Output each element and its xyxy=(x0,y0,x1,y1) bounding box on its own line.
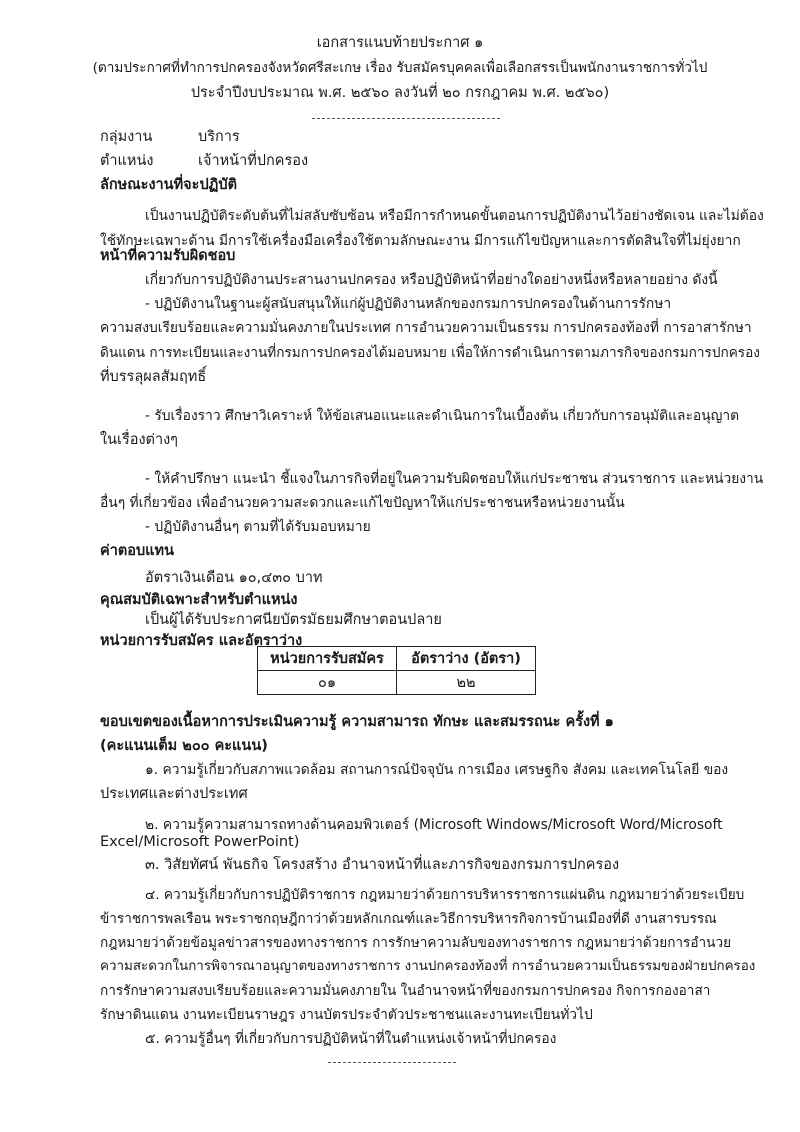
responsibility-item-3-line2: อื่นๆ ที่เกี่ยวข้อง เพื่ออำนวยความสะดวกและแก้ไขปัญหาให้แก่ประชาชนหรือหน่วยงานนั้น xyxy=(100,495,625,511)
scope-item-4-line3: กฎหมายว่าด้วยข้อมูลข่าวสารของทางราชการ การรักษาความลับของทางราชการ กฎหมายว่าด้วยการอำนวย xyxy=(100,935,732,951)
compensation-value: อัตราเงินเดือน ๑๐,๔๓๐ บาท xyxy=(145,570,323,586)
recruitment-unit-cell: ๐๑ xyxy=(258,671,397,695)
announcement-reference-line2: ประจำปีงบประมาณ พ.ศ. ๒๕๖๐ ลงวันที่ ๒๐ กรกฎาคม พ.ศ. ๒๕๖๐) xyxy=(190,85,610,101)
scope-item-4-line5: การรักษาความสงบเรียบร้อยและความมั่นคงภายใน ในอำนาจหน้าที่ของกรมการปกครอง กิจการกองอาสา xyxy=(100,983,711,999)
responsibility-item-3-line1: - ให้คำปรึกษา แนะนำ ชี้แจงในภารกิจที่อยู่ในความรับผิดชอบให้แก่ประชาชน ส่วนราชการ และหน่วยงาน xyxy=(145,471,764,487)
scope-item-4-line2: ข้าราชการพลเรือน พระราชกฤษฎีกาว่าด้วยหลักเกณฑ์และวิธีการบริหารกิจการบ้านเมืองที่ดี งานสารบรรณ xyxy=(100,911,717,927)
job-nature-heading: ลักษณะงานที่จะปฏิบัติ xyxy=(100,177,237,193)
responsibilities-heading: หน้าที่ความรับผิดชอบ xyxy=(100,248,236,264)
vacancy-cell: ๒๒ xyxy=(397,671,536,695)
qualification-value: เป็นผู้ได้รับประกาศนียบัตรมัธยมศึกษาตอนปลาย xyxy=(145,612,442,628)
scope-item-1-line2: ประเทศและต่างประเทศ xyxy=(100,786,248,802)
scope-item-1-line1: ๑. ความรู้เกี่ยวกับสภาพแวดล้อม สถานการณ์ปัจจุบัน การเมือง เศรษฐกิจ สังคม และเทคโนโลยี ของ xyxy=(145,762,729,778)
scope-score: (คะแนนเต็ม ๒๐๐ คะแนน) xyxy=(100,738,268,754)
responsibilities-intro: เกี่ยวกับการปฏิบัติงานประสานงานปกครอง หรือปฏิบัติหน้าที่อย่างใดอย่างหนึ่งหรือหลายอย่าง ดังนี้ xyxy=(145,272,718,288)
scope-item-2-line1: ๒. ความรู้ความสามารถทางด้านคอมพิวเตอร์ (Microsoft Windows/Microsoft Word/Microsoft xyxy=(145,817,723,833)
table-row xyxy=(258,671,536,695)
document-title: เอกสารแนบท้ายประกาศ ๑ xyxy=(316,35,484,51)
recruitment-table-header-row xyxy=(258,647,536,671)
footer-divider xyxy=(328,1062,456,1063)
position-value: เจ้าหน้าที่ปกครอง xyxy=(198,153,309,169)
scope-heading: ขอบเขตของเนื้อหาการประเมินความรู้ ความสามารถ ทักษะ และสมรรถนะ ครั้งที่ ๑ xyxy=(100,714,614,730)
responsibility-item-1-line4: ที่บรรลุผลสัมฤทธิ์ xyxy=(100,369,207,385)
vacancy-header: อัตราว่าง (อัตรา) xyxy=(397,647,536,671)
recruitment-heading: หน่วยการรับสมัคร และอัตราว่าง xyxy=(100,633,303,649)
scope-item-4-line4: ความสะดวกในการพิจารณาอนุญาตของทางราชการ งานปกครองท้องที่ การอำนวยความเป็นธรรมของฝ่ายปกครอง xyxy=(100,959,756,974)
scope-item-3-line1: ๓. วิสัยทัศน์ พันธกิจ โครงสร้าง อำนาจหน้าที่และภารกิจของกรมการปกครอง xyxy=(145,857,620,873)
group-value: บริการ xyxy=(198,129,240,145)
responsibility-item-1-line3: ดินแดน การทะเบียนและงานที่กรมการปกครองได้มอบหมาย เพื่อให้การดำเนินการตามภารกิจของกรมการปกครอง xyxy=(100,345,760,361)
scope-item-4-line1: ๔. ความรู้เกี่ยวกับการปฏิบัติราชการ กฎหมายว่าด้วยการบริหารราชการแผ่นดิน กฎหมายว่าด้วยระเบียบ xyxy=(145,887,745,903)
responsibility-item-2-line1: - รับเรื่องราว ศึกษาวิเคราะห์ ให้ข้อเสนอแนะและดำเนินการในเบื้องต้น เกี่ยวกับการอนุมัติและอนุญาต xyxy=(145,408,740,424)
scope-item-2-line2: Excel/Microsoft PowerPoint) xyxy=(100,834,300,850)
group-label: กลุ่มงาน xyxy=(100,129,153,145)
job-nature-line2: ใช้ทักษะเฉพาะด้าน มีการใช้เครื่องมือเครื่องใช้ตามลักษณะงาน มีการแก้ไขปัญหาและการตัดสินใจที่ไม่ยุ่งยาก xyxy=(100,233,741,249)
recruitment-unit-header: หน่วยการรับสมัคร xyxy=(258,647,397,671)
responsibility-item-4-line1: - ปฏิบัติงานอื่นๆ ตามที่ได้รับมอบหมาย xyxy=(145,519,371,535)
announcement-reference-line1: (ตามประกาศที่ทำการปกครองจังหวัดศรีสะเกษ เรื่อง รับสมัครบุคคลเพื่อเลือกสรรเป็นพนักงานราชการทั่วไป xyxy=(92,60,708,76)
compensation-heading: ค่าตอบแทน xyxy=(100,543,174,559)
qualification-heading: คุณสมบัติเฉพาะสำหรับตำแหน่ง xyxy=(100,592,298,608)
scope-item-4-line6: รักษาดินแดน งานทะเบียนราษฎร งานบัตรประจำตัวประชาชนและงานทะเบียนทั่วไป xyxy=(100,1007,593,1023)
responsibility-item-2-line2: ในเรื่องต่างๆ xyxy=(100,432,178,448)
position-label: ตำแหน่ง xyxy=(100,153,154,169)
job-nature-line1: เป็นงานปฏิบัติระดับต้นที่ไม่สลับซับซ้อน หรือมีการกำหนดขั้นตอนการปฏิบัติงานไว้อย่างชัดเจน และไม่ต้อง xyxy=(145,208,764,224)
responsibility-item-1-line1: - ปฏิบัติงานในฐานะผู้สนับสนุนให้แก่ผู้ปฏิบัติงานหลักของกรมการปกครองในด้านการรักษา xyxy=(145,296,672,312)
recruitment-table xyxy=(257,646,536,695)
responsibility-item-1-line2: ความสงบเรียบร้อยและความมั่นคงภายในประเทศ การอำนวยความเป็นธรรม การปกครองท้องที่ การอาสารักษา xyxy=(100,320,752,336)
scope-item-5-line1: ๕. ความรู้อื่นๆ ที่เกี่ยวกับการปฏิบัติหน้าที่ในตำแหน่งเจ้าหน้าที่ปกครอง xyxy=(145,1031,557,1047)
header-divider xyxy=(312,118,500,119)
